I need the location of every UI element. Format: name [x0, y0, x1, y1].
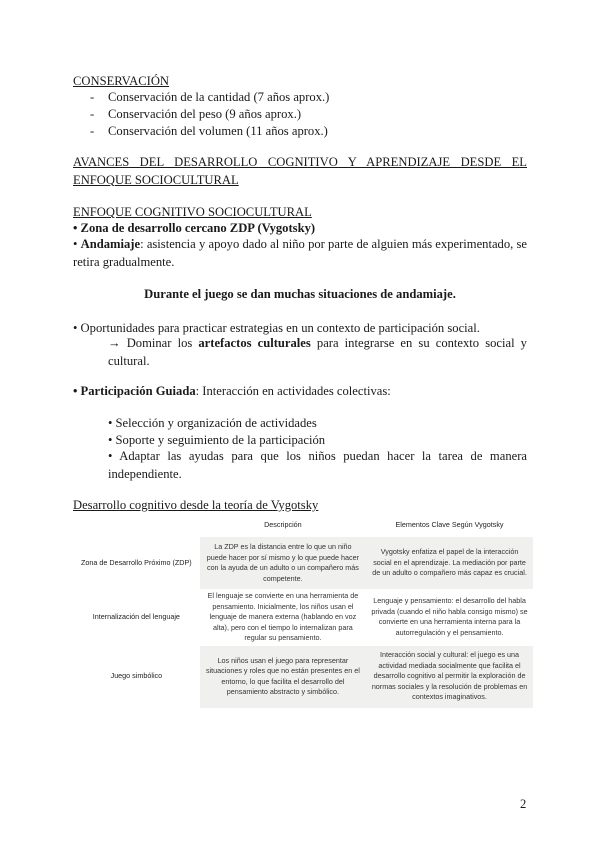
vygotsky-table [73, 513, 533, 708]
andamiaje-paragraph [73, 236, 527, 271]
andamiaje-term: Andamiaje [80, 237, 141, 251]
table-header-cell: Elementos Clave Según Vygotsky [395, 519, 504, 529]
table-row [73, 646, 533, 708]
description-cell: El lenguaje se convierte en una herramienta de pensamiento. Inicialmente, los niños usan el lenguaje de manera externa (hablando en voz alta), pero con el tiempo lo internalizan para regular su pensamiento. [200, 589, 366, 646]
key-elements-cell: Interacción social y cultural: el juego es una actividad mediada socialmente que facilita el desarrollo cognitivo al permitir la exploración de normas sociales y la resolución de problemas en contextos imaginativos. [366, 646, 533, 708]
participacion-term: • Participación Guiada [73, 384, 196, 398]
list-dash: - [90, 124, 95, 138]
conservacion-heading: CONSERVACIÓN [73, 74, 170, 88]
bullet: • [73, 237, 81, 251]
description-cell: La ZDP es la distancia entre lo que un niño puede hacer por sí mismo y lo que puede hacer con la ayuda de un adulto o un compañero más competente. [200, 537, 366, 589]
juego-note: Durante el juego se dan muchas situaciones de andamiaje. [144, 287, 456, 301]
zdp-bullet: • Zona de desarrollo cercano ZDP (Vygotsky) [73, 221, 316, 235]
sub-list-item: • Selección y organización de actividades [108, 416, 317, 430]
row-label: Juego simbólico [110, 671, 163, 681]
list-dash: - [90, 107, 95, 121]
table-header-cell: Descripción [264, 519, 302, 529]
list-item-text: Conservación del peso (9 años aprox.) [108, 107, 302, 121]
key-elements-cell: Lenguaje y pensamiento: el desarrollo del habla privada (cuando el niño habla consigo mismo) se convierte en una herramienta interna para la autorregulación y el pensamiento. [366, 589, 533, 646]
key-elements-cell: Vygotsky enfatiza el papel de la interacción social en el aprendizaje. La mediación por parte de un adulto o compañero más capaz es crucial. [366, 537, 533, 589]
list-item-text: Conservación del volumen (11 años aprox.) [108, 124, 328, 138]
table-row [73, 537, 533, 589]
row-label: Internalización del lenguaje [92, 612, 180, 621]
table-header-cell [73, 513, 200, 537]
row-label: Zona de Desarrollo Próximo (ZDP) [81, 557, 192, 567]
table-row [73, 589, 533, 646]
sub-list-item: • Soporte y seguimiento de la participación [108, 433, 326, 447]
dominar-paragraph [108, 335, 527, 370]
page-number: 2 [520, 797, 527, 811]
andamiaje-text: : asistencia y apoyo dado al niño por parte de alguien más experimentado, se retira gradualmente. [73, 237, 527, 269]
enfoque-heading: ENFOQUE COGNITIVO SOCIOCULTURAL [73, 205, 312, 219]
description-cell: Los niños usan el juego para representar situaciones y roles que no están presentes en el entorno, lo que facilita el desarrollo del pensamiento abstracto y simbólico. [200, 646, 366, 708]
table-title: Desarrollo cognitivo desde la teoría de Vygotsky [73, 498, 319, 512]
list-item-text: Conservación de la cantidad (7 años aprox.) [108, 90, 330, 104]
avances-heading: AVANCES DEL DESARROLLO COGNITIVO Y APRENDIZAJE DESDE EL ENFOQUE SOCIOCULTURAL [73, 155, 527, 187]
sub-list-item: • Adaptar las ayudas para que los niños puedan hacer la tarea de manera independiente. [108, 449, 527, 481]
participacion-text: : Interacción en actividades colectivas: [195, 384, 391, 398]
dominar-pre: → Dominar los [108, 336, 199, 350]
dominar-term: artefactos culturales [198, 336, 311, 350]
table-header-row [73, 513, 533, 537]
participacion-paragraph [73, 383, 391, 399]
dominar-post: para integrarse en su contexto social y cultural. [108, 336, 527, 368]
oportunidades-bullet: • Oportunidades para practicar estrategias en un contexto de participación social. [73, 321, 480, 335]
list-dash: - [90, 90, 95, 104]
